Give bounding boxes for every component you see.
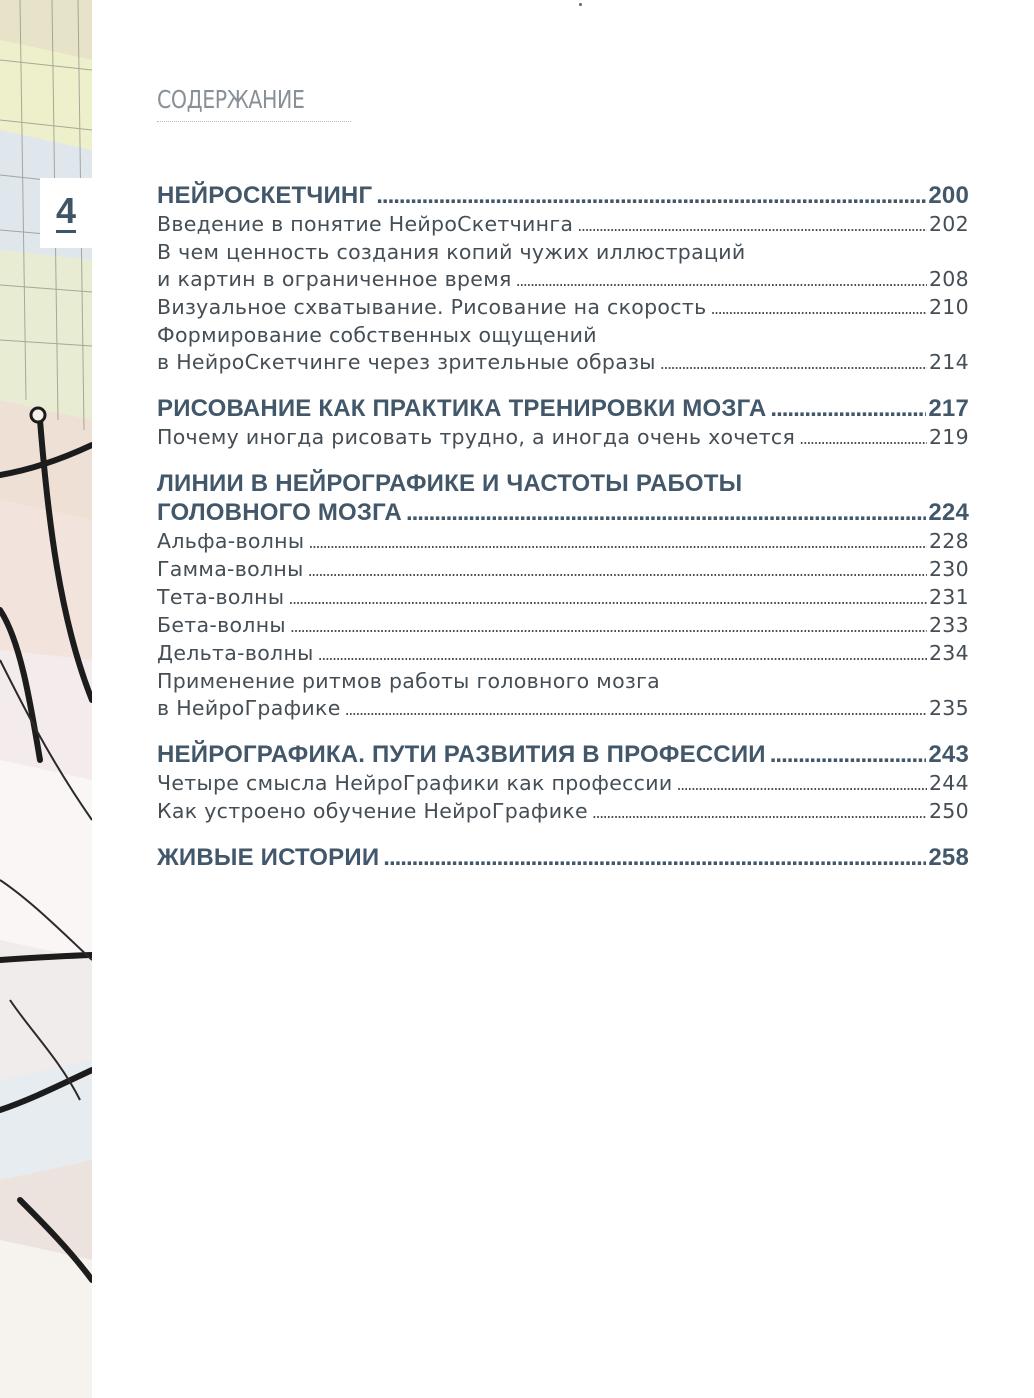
- toc-item[interactable]: [157, 265, 969, 293]
- item-title: Как устроено обучение НейроГрафике: [157, 799, 588, 823]
- item-title: Введение в понятие НейроСкетчинга: [157, 212, 574, 236]
- chapter-title: ЖИВЫЕ ИСТОРИИ: [157, 844, 380, 871]
- chapter-title: ГОЛОВНОГО МОЗГА: [157, 499, 402, 526]
- dot-leader: [516, 267, 927, 295]
- dot-leader: [345, 696, 927, 724]
- chapter-page: 224: [928, 499, 969, 526]
- item-page: 234: [928, 641, 969, 665]
- chapter-title-line: ЛИНИИ В НЕЙРОГРАФИКЕ И ЧАСТОТЫ РАБОТЫ: [157, 470, 743, 497]
- toc-chapter[interactable]: [157, 498, 969, 527]
- toc-chapter[interactable]: [157, 394, 969, 423]
- dot-leader: [288, 585, 927, 613]
- dot-leader: [710, 295, 927, 323]
- toc-item[interactable]: [157, 555, 969, 583]
- item-title: в НейроГрафике: [157, 696, 341, 720]
- print-mark: [579, 3, 582, 6]
- dot-leader: [406, 498, 926, 527]
- item-title-line: Применение ритмов работы головного мозга: [157, 669, 661, 693]
- chapter-title: НЕЙРОСКЕТЧИНГ: [157, 182, 373, 209]
- toc-item[interactable]: [157, 583, 969, 611]
- dot-leader: [770, 394, 926, 423]
- toc-chapter[interactable]: [157, 843, 969, 872]
- item-title: Гамма-волны: [157, 557, 304, 581]
- toc-item[interactable]: [157, 527, 969, 555]
- item-page: 235: [928, 696, 969, 720]
- section-title: СОДЕРЖАНИЕ: [157, 85, 305, 114]
- toc-item[interactable]: [157, 797, 969, 825]
- item-title: Тета-волны: [157, 585, 285, 609]
- toc-item[interactable]: [157, 293, 969, 321]
- item-page: 231: [928, 585, 969, 609]
- toc-chapter[interactable]: [157, 740, 969, 769]
- dot-leader: [290, 613, 927, 641]
- item-page: 250: [928, 799, 969, 823]
- toc-item[interactable]: [157, 639, 969, 667]
- page-number-tab: [40, 178, 92, 248]
- dot-leader: [376, 181, 926, 210]
- item-title: Почему иногда рисовать трудно, а иногда очень хочется: [157, 425, 796, 449]
- item-page: 210: [928, 295, 969, 319]
- chapter-page: 200: [928, 182, 969, 209]
- item-title: Альфа-волны: [157, 529, 305, 553]
- toc-item[interactable]: [157, 769, 969, 797]
- toc-item[interactable]: [157, 694, 969, 722]
- dot-leader: [308, 529, 927, 557]
- item-title: Бета-волны: [157, 613, 286, 637]
- chapter-page: 217: [928, 395, 969, 422]
- item-title: Четыре смысла НейроГрафики как профессии: [157, 771, 673, 795]
- dot-leader: [308, 557, 927, 585]
- dot-leader: [383, 843, 926, 872]
- table-of-contents: [157, 181, 969, 872]
- item-page: 233: [928, 613, 969, 637]
- dot-leader: [660, 350, 927, 378]
- item-page: 230: [928, 557, 969, 581]
- chapter-title: РИСОВАНИЕ КАК ПРАКТИКА ТРЕНИРОВКИ МОЗГА: [157, 395, 767, 422]
- dot-leader: [770, 740, 927, 769]
- toc-chapter[interactable]: [157, 181, 969, 210]
- toc-item[interactable]: [157, 423, 969, 451]
- item-page: 214: [928, 350, 969, 374]
- chapter-page: 258: [928, 844, 969, 871]
- toc-item[interactable]: [157, 348, 969, 376]
- page-number: 4: [55, 189, 77, 231]
- dot-leader: [799, 425, 927, 453]
- dot-leader: [318, 641, 927, 669]
- item-title: в НейроСкетчинге через зрительные образы: [157, 350, 656, 374]
- item-page: 208: [928, 267, 969, 291]
- item-page: 202: [928, 212, 969, 236]
- chapter-title: НЕЙРОГРАФИКА. ПУТИ РАЗВИТИЯ В ПРОФЕССИИ: [157, 741, 766, 768]
- item-title: и картин в ограниченное время: [157, 267, 512, 291]
- item-page: 244: [928, 771, 969, 795]
- item-title: Дельта-волны: [157, 641, 314, 665]
- item-page: 228: [928, 529, 969, 553]
- toc-item[interactable]: [157, 210, 969, 238]
- dot-leader: [677, 771, 927, 799]
- item-page: 219: [928, 425, 969, 449]
- item-title-line: Формирование собственных ощущений: [157, 323, 597, 347]
- item-title-line: В чем ценность создания копий чужих иллюстраций: [157, 240, 746, 264]
- item-title: Визуальное схватывание. Рисование на скорость: [157, 295, 707, 319]
- dot-leader: [592, 799, 927, 827]
- dot-leader: [577, 212, 927, 240]
- section-header: [157, 84, 351, 122]
- chapter-page: 243: [928, 741, 969, 768]
- header-rule: [157, 121, 351, 122]
- toc-item[interactable]: [157, 611, 969, 639]
